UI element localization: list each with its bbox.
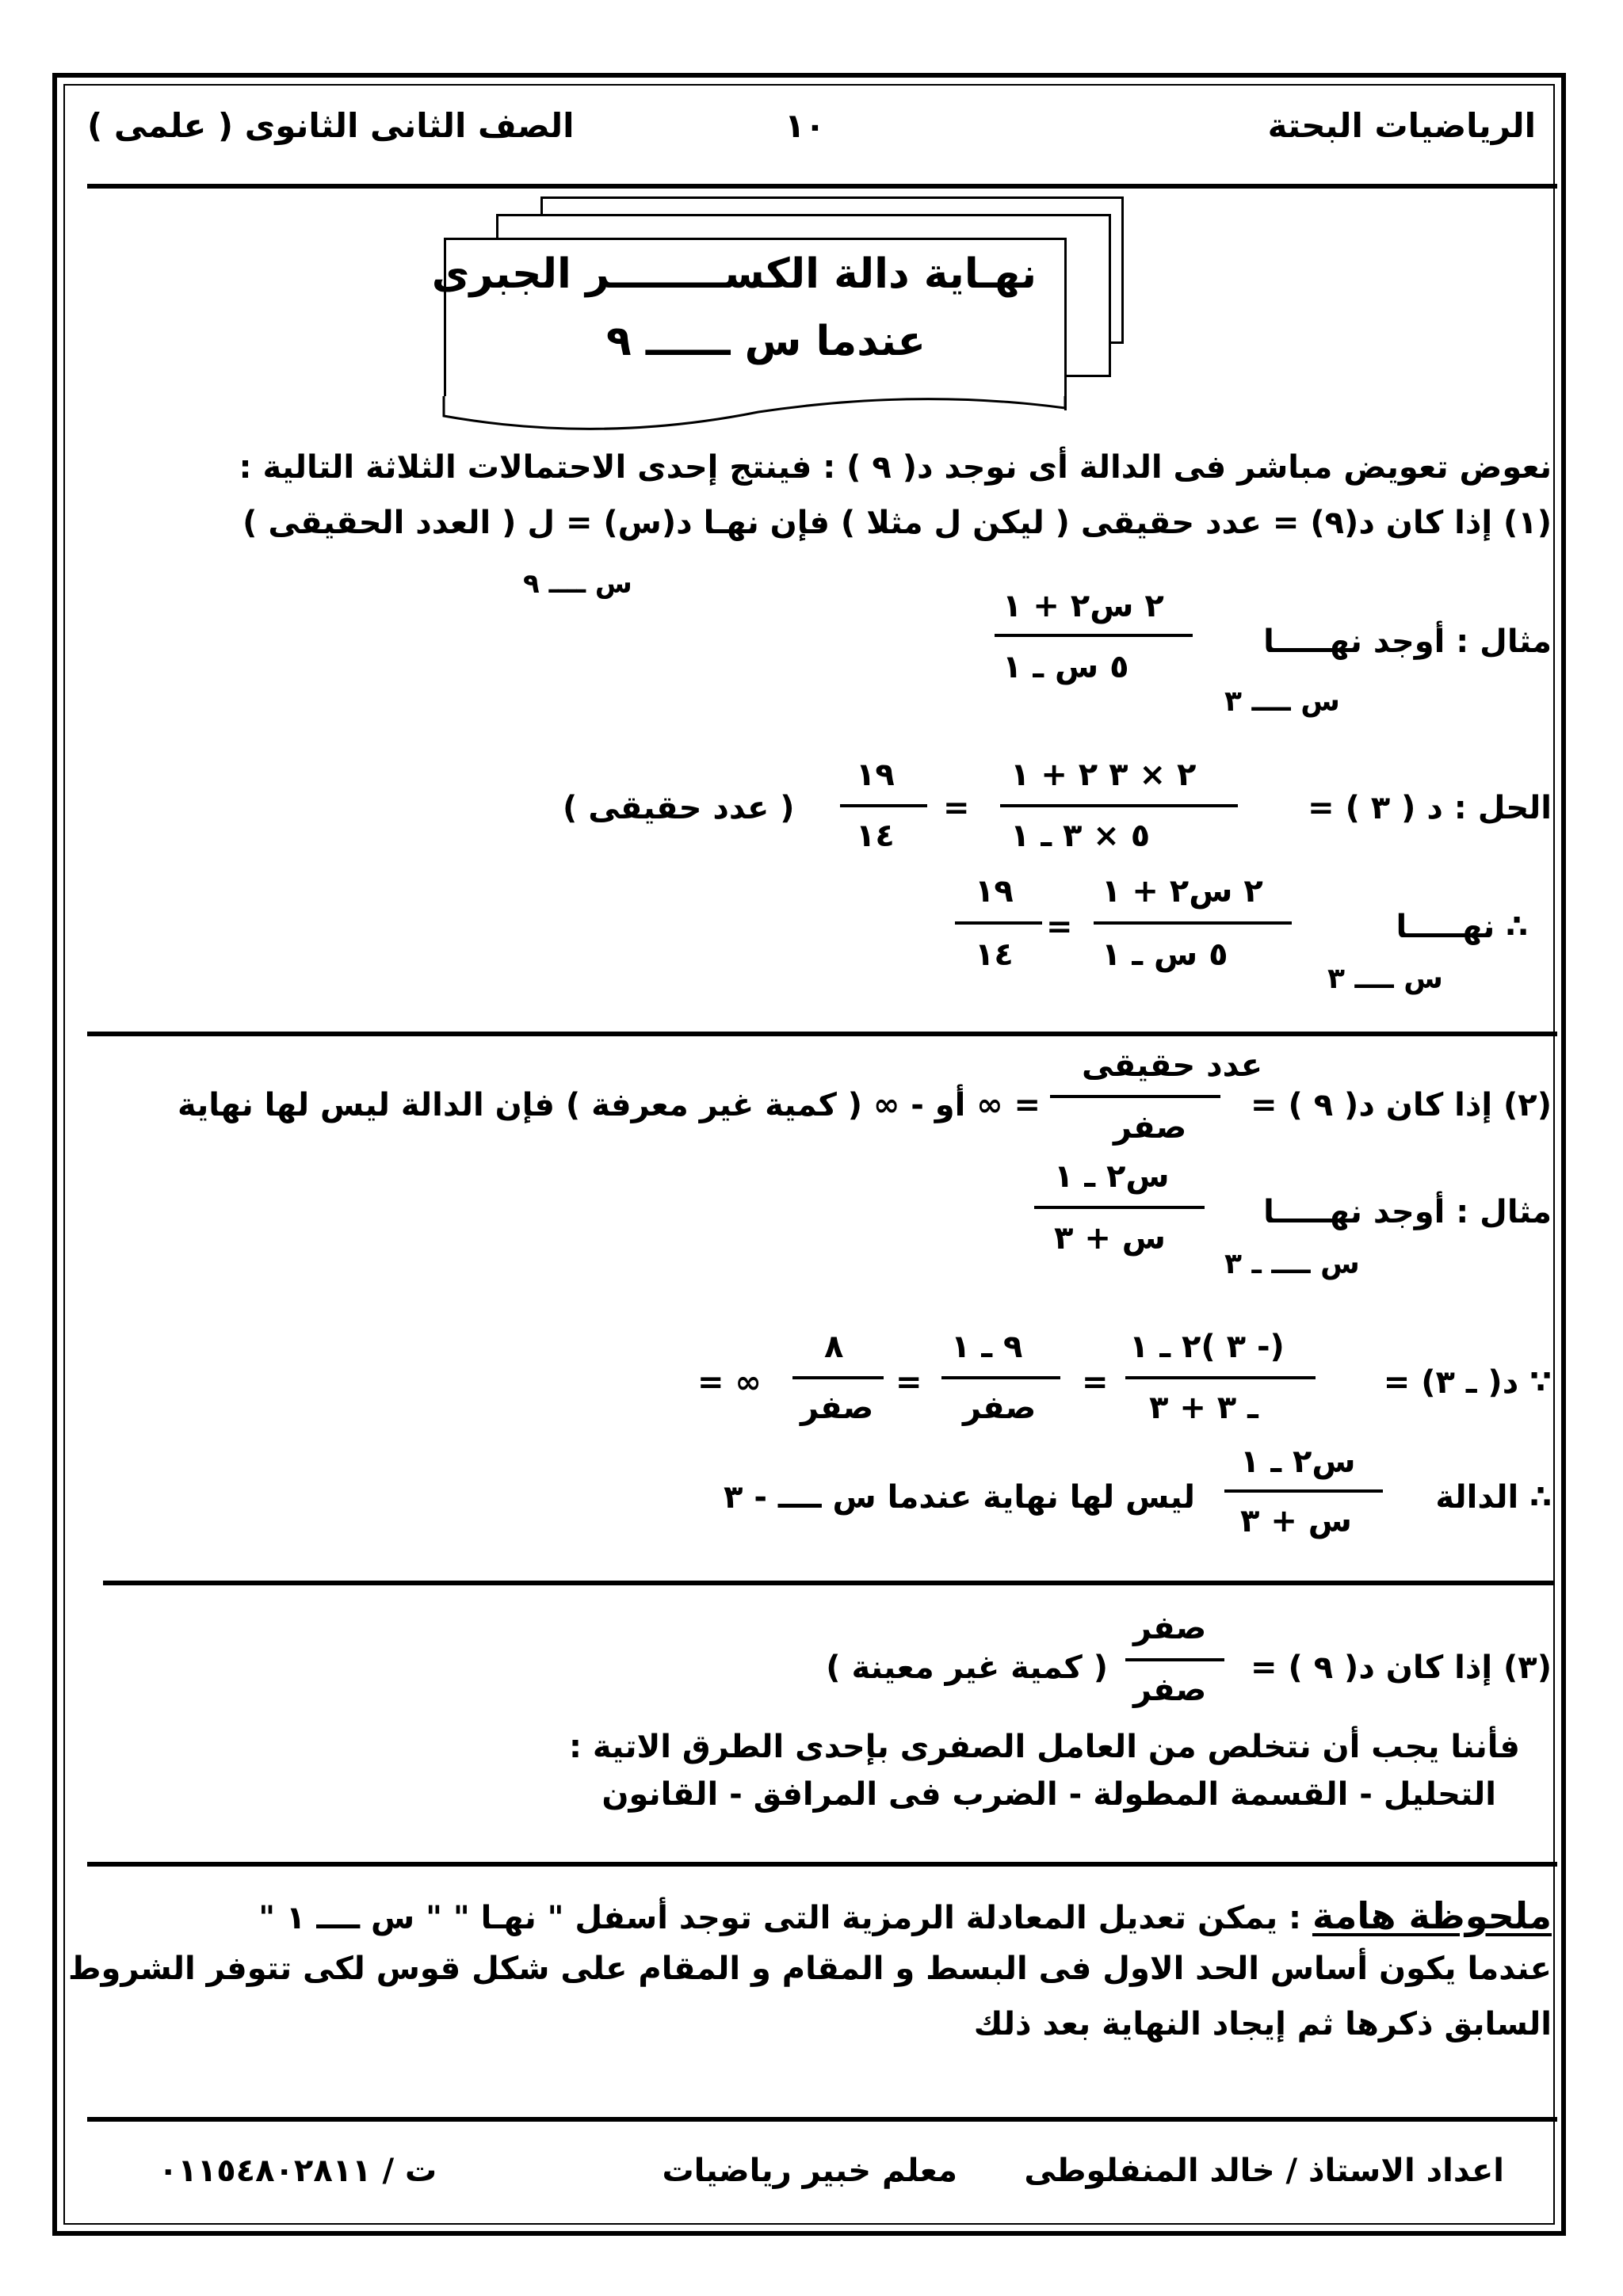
case2-start: (٢) إذا كان د( ٩ ) = [1251,1087,1552,1123]
case3-frac-numerator: صفر [1133,1610,1207,1646]
calc2-fraction-bar [941,1376,1060,1379]
therefore-result-bar [955,921,1042,925]
title-line-2: عندما س ــــــ ٩ [606,318,926,365]
result-denominator: ١٤ [856,818,895,854]
conclusion-fraction-bar [1224,1489,1383,1493]
case2-fraction-bar [1050,1095,1220,1098]
title-card-wave [441,396,1067,436]
example2-label: مثال : أوجد نهـــــا [1263,1194,1552,1230]
solution-label: الحل : د ( ٣ ) = [1308,790,1552,826]
divider-2 [103,1581,1553,1585]
calc3-fraction-bar [792,1376,884,1379]
case1-line: (١) إذا كان د(٩) = عدد حقيقى ( ليكن ل مثلا ) فإن نهـا د(س) = ل ( العدد الحقيقى ) [242,505,1552,541]
solution-numerator: ٢ × ٣ ٢ + ١ [1010,757,1197,793]
real-number-note: ( عدد حقيقى ) [563,790,795,826]
example1-denominator: ٥ س ـ ١ [1002,649,1129,685]
case3-methods: التحليل - القسمة المطولة - الضرب فى المرافق - القانون [601,1776,1496,1813]
calc-label: ∵ د( ـ ٣) = [1383,1364,1552,1401]
therefore-denominator: ٥ س ـ ١ [1102,936,1228,973]
therefore-result-denominator: ١٤ [975,936,1014,973]
footer-phone: ت / ٠١١٥٤٨٠٢٨١١ [158,2153,437,2189]
case2-frac-numerator: عدد حقيقى [1082,1047,1263,1084]
equals-sign-2: = [1046,909,1073,945]
calc1-fraction-bar [1125,1376,1316,1379]
divider-4 [87,2117,1557,2122]
solution-denominator: ٥ × ٣ ـ ١ [1010,818,1151,854]
example2-fraction-bar [1034,1206,1205,1209]
note-line3: السابق ذكرها ثم إيجاد النهاية بعد ذلك [973,2006,1552,2042]
calc2-numerator: ٩ ـ ١ [951,1329,1023,1365]
case3-frac-denominator: صفر [1133,1672,1207,1708]
footer-author: اعداد الاستاذ / خالد المنفلوطى [1024,2153,1504,2189]
equals-sign-4: = [896,1364,922,1401]
case3-line2: فأننا يجب أن نتخلص من العامل الصفرى بإحدى الطرق الاتية : [568,1729,1520,1765]
result-numerator: ١٩ [856,757,895,793]
page-number: ١٠ [785,106,826,145]
intro-line: نعوض تعويض مباشر فى الدالة أى نوجد د( ٩ ) : فينتج إحدى الاحتمالات الثلاثة التالية : [239,449,1552,486]
therefore-numerator: ٢ س٢ + ١ [1102,873,1263,910]
calc1-denominator: ـ ٣ + ٣ [1149,1390,1258,1426]
equals-sign-3: = [1082,1364,1109,1401]
conclusion-denominator: س + ٣ [1240,1503,1352,1539]
footer-role: معلم خبير رياضيات [662,2153,957,2189]
example2-numerator: س٢ ـ ١ [1054,1158,1170,1195]
example1-numerator: ٢ س٢ + ١ [1002,588,1164,624]
note-line1 [258,1894,1552,1937]
calc1-numerator: (- ٣ )٢ ـ ١ [1129,1329,1285,1365]
example1-limit: س ــــ ٣ [1224,685,1340,718]
equals-sign-1: = [943,790,970,826]
infinity-result: = ∞ [697,1364,762,1401]
case2-end: = ∞ أو - ∞ ( كمية غير معرفة ) فإن الدالة ليس لها نهاية [178,1087,1041,1123]
example1-fraction-bar [995,634,1193,637]
therefore-limit: س ــــ ٣ [1327,963,1443,995]
case1-limit-sub: س ــــ ٩ [523,568,632,600]
divider-1 [87,1032,1557,1036]
note-line2: عندما يكون أساس الحد الاول فى البسط و المقام و المقام على شكل قوس لكى تتوفر الشروط [67,1951,1552,1987]
conclusion-label: ∴ الدالة [1435,1479,1552,1516]
case3-note: ( كمية غير معينة ) [826,1650,1108,1686]
calc3-denominator: صفر [800,1390,874,1426]
therefore-result-numerator: ١٩ [975,873,1014,910]
conclusion-text: ليس لها نهاية عندما س ــــ - ٣ [724,1479,1195,1516]
calc3-numerator: ٨ [824,1329,844,1365]
note-label: ملحوظة هامة [1312,1894,1552,1937]
conclusion-numerator: س٢ ـ ١ [1240,1444,1356,1480]
divider-3 [87,1862,1557,1867]
header-subject: الرياضيات البحتة [1267,106,1536,145]
case3-fraction-bar [1125,1658,1224,1661]
therefore-label: ∴ نهـــــا [1396,909,1528,945]
example1-label: مثال : أوجد نهـــــا [1263,624,1552,660]
case3-start: (٣) إذا كان د( ٩ ) = [1251,1650,1552,1686]
therefore-fraction-bar [1094,921,1292,925]
title-line-1: نهـاية دالة الكســــــــر الجبرى [431,250,1037,298]
header-grade: الصف الثانى الثانوى ( علمى ) [87,106,575,145]
example2-denominator: س + ٣ [1054,1220,1166,1257]
result-fraction-bar [840,804,927,807]
note-line1-text: : يمكن تعديل المعادلة الرمزية التى توجد أسفل " نهـا " " س ــــ ١ " [258,1900,1302,1936]
solution-fraction-bar [1000,804,1238,807]
case2-frac-denominator: صفر [1113,1109,1187,1146]
calc2-denominator: صفر [963,1390,1037,1426]
header-divider [87,184,1557,189]
example2-limit: س ــــ ـ ٣ [1224,1248,1360,1280]
